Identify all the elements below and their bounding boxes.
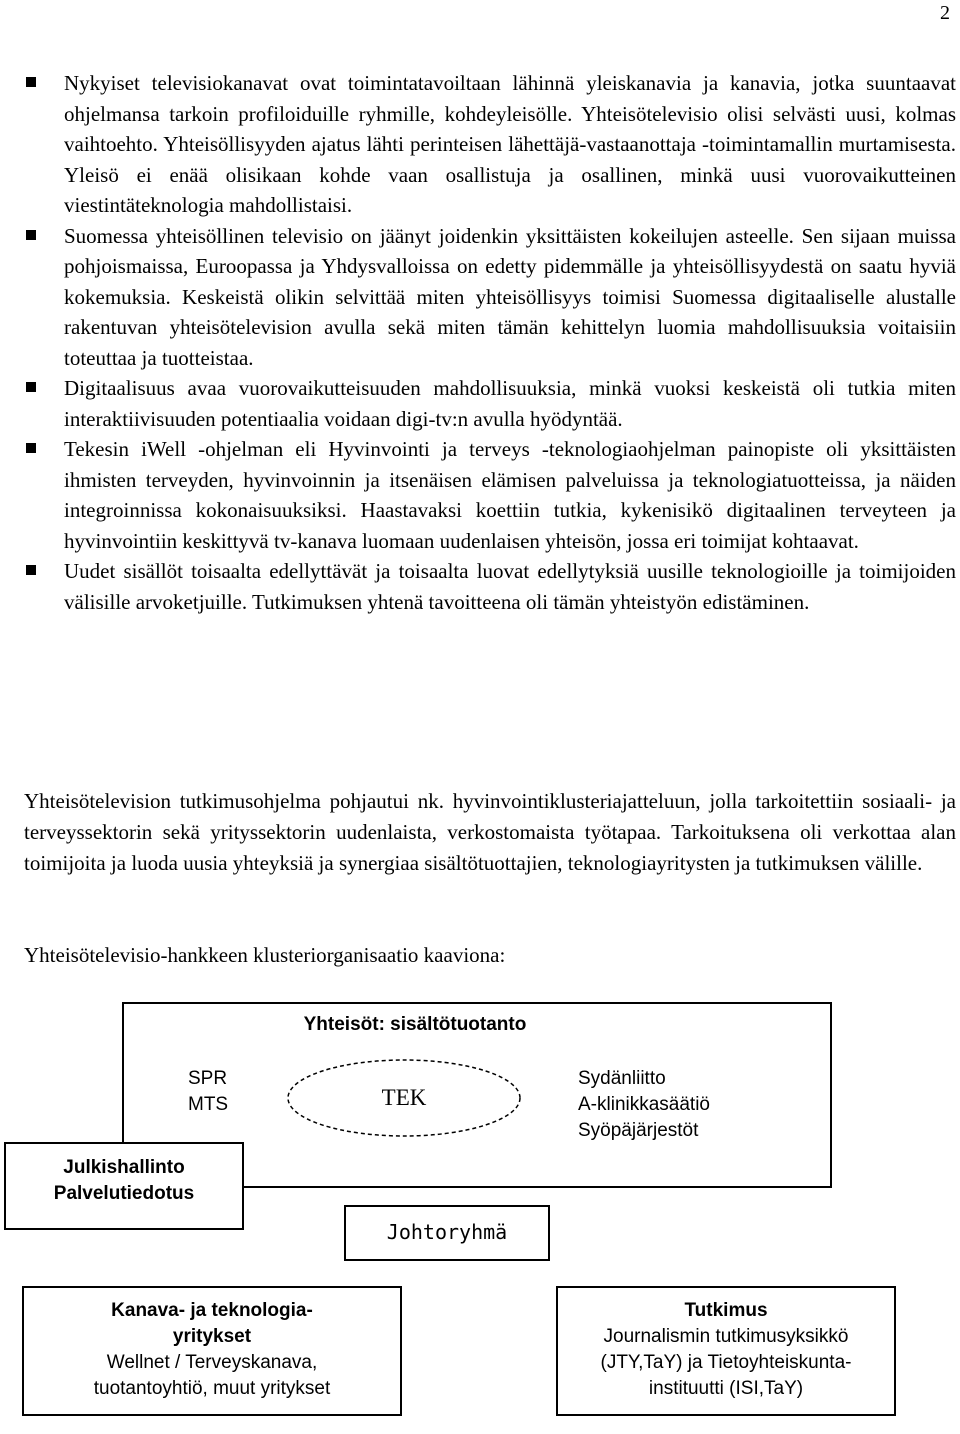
public-sector-box: Julkishallinto Palvelutiedotus <box>4 1142 244 1230</box>
diagram-caption: Yhteisötelevisio-hankkeen klusteriorganisaatio kaaviona: <box>24 943 506 967</box>
body-paragraph: Yhteisötelevision tutkimusohjelma pohjautui nk. hyvinvointiklusteriajatteluun, jolla tarkoitettiin sosiaali- ja terveyssektorin sekä yrityssektorin uudenlaista, verkostomaista työtapaa. Tarkoituksena oli verkottaa alan toimijoita ja luoda uusia yhteyksiä ja synergiaa sisältötuottajien, teknologiayritysten ja tutkimuksen välille. <box>24 789 956 875</box>
square-bullet-icon <box>26 382 36 392</box>
list-item: Digitaalisuus avaa vuorovaikutteisuuden mahdollisuuksia, minkä vuoksi keskeistä oli tutkia miten interaktiivisuuden potentiaalia voidaan digi-tv:n avulla hyödyntää. <box>24 373 956 434</box>
square-bullet-icon <box>26 230 36 240</box>
list-item: Tekesin iWell -ohjelman eli Hyvinvointi ja terveys -teknologiaohjelman painopiste oli yksittäisten ihmisten terveyden, hyvinvoinnin ja itsenäisen elämisen palveluissa ja teknologiatuotteissa, ja näiden integroinnissa kokonaisuuksiksi. Haastavaksi koettiin tutkia, kykenisikö digitaalinen terveyteen ja hyvinvointiin keskittyvä tv-kanava luomaan uudenlaisen yhteisön, jossa eri toimijat kohtaavat. <box>24 434 956 556</box>
list-item: Uudet sisällöt toisaalta edellyttävät ja toisaalta luovat edellytyksiä uusille teknologioille ja toimijoiden välisille arvoketjuille. Tutkimuksen yhtenä tavoitteena oli tämän yhteistyön edistäminen. <box>24 556 956 617</box>
page-number: 2 <box>940 2 950 24</box>
research-box: Tutkimus Journalismin tutkimusyksikkö (JTY,TaY) ja Tietoyhteiskunta- instituutti (ISI,TaY) <box>556 1286 896 1416</box>
square-bullet-icon <box>26 77 36 87</box>
left-orgs: SPR MTS <box>188 1068 229 1115</box>
list-item: Nykyiset televisiokanavat ovat toimintatavoiltaan lähinnä yleiskanavia ja kanavia, jotka suuntaavat ohjelmansa tarkoin profiloiduille ryhmille, kohdeyleisölle. Yhteisötelevisio olisi selvästi uusi, kolmas vaihtoehto. Yhteisöllisyyden ajatus lähti perinteisen lähettäjä-vastaanottaja -toimintamallin murtamisesta. Yleisö ei enää olisikaan kohde vaan osallistuja ja osallinen, minkä uusi vuorovaikutteinen viestintäteknologia mahdollistaisi. <box>24 68 956 221</box>
steering-group-box: Johtoryhmä <box>344 1205 550 1261</box>
tek-label: TEK <box>381 1085 427 1110</box>
community-title: Yhteisöt: sisältötuotanto <box>303 1014 527 1035</box>
list-item: Suomessa yhteisöllinen televisio on jäänyt joidenkin yksittäisten kokeilujen asteelle. Sen sijaan muissa pohjoismaissa, Euroopassa ja Yhdysvalloissa on edetty pidemmälle ja yhteisöllisyydestä on saatu hyviä kokemuksia. Keskeistä olikin selvittää miten yhteisöllisyys toimisi Suomessa digitaaliselle alustalle rakentuvan yhteisötelevision avulla sekä miten tämän kehittelyn luomia mahdollisuuksia voitaisiin toteuttaa ja tuotteistaa. <box>24 221 956 374</box>
square-bullet-icon <box>26 443 36 453</box>
right-orgs: Sydänliitto A-klinikkasäätiö Syöpäjärjestöt <box>578 1068 710 1141</box>
bullet-list <box>24 68 956 617</box>
companies-box: Kanava- ja teknologia-yritykset Wellnet / Terveyskanava, tuotantoyhtiö, muut yritykset <box>22 1286 402 1416</box>
square-bullet-icon <box>26 565 36 575</box>
